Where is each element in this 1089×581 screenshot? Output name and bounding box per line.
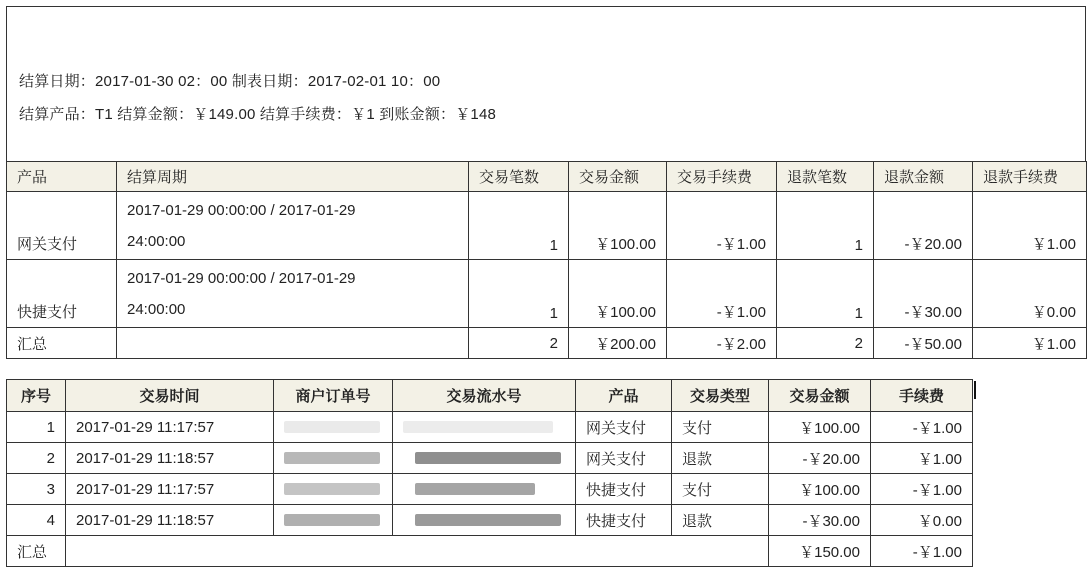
summary-table [6,161,1087,359]
detail-header-fee: 手续费 [871,380,973,412]
detail-serial-no-redacted [393,443,576,474]
detail-header-row [7,380,973,412]
detail-fee: -￥1.00 [871,412,973,443]
table-row [7,412,973,443]
summary-fee: -￥1.00 [667,192,777,260]
detail-type: 退款 [672,505,769,536]
detail-amount: -￥30.00 [769,505,871,536]
detail-fee: ￥1.00 [871,443,973,474]
summary-total-period [117,328,469,359]
summary-fee: -￥1.00 [667,260,777,328]
summary-count: 1 [469,260,569,328]
summary-amount: ￥100.00 [569,260,667,328]
summary-header-count: 交易笔数 [469,162,569,192]
summary-total-row [7,328,1087,359]
summary-product: 网关支付 [7,192,117,260]
summary-period [117,260,469,328]
detail-type: 支付 [672,474,769,505]
table-row [7,474,973,505]
detail-header-product: 产品 [576,380,672,412]
summary-header-fee: 交易手续费 [667,162,777,192]
settlement-amounts: 结算产品：T1 结算金额：￥149.00 结算手续费：￥1 到账金额：￥148 [19,106,497,123]
summary-refund-count: 1 [777,192,874,260]
detail-total-fee: -￥1.00 [871,536,973,567]
summary-header-period: 结算周期 [117,162,469,192]
summary-total-amount: ￥200.00 [569,328,667,359]
detail-header-order-no: 商户订单号 [274,380,393,412]
detail-product: 快捷支付 [576,505,672,536]
summary-refund-fee: ￥1.00 [973,192,1087,260]
detail-no: 1 [7,412,66,443]
detail-header-time: 交易时间 [66,380,274,412]
detail-order-no-redacted [274,443,393,474]
detail-time: 2017-01-29 11:17:57 [66,474,274,505]
detail-total-spacer [66,536,769,567]
summary-product: 快捷支付 [7,260,117,328]
detail-header-amount: 交易金额 [769,380,871,412]
detail-time: 2017-01-29 11:18:57 [66,443,274,474]
detail-type: 支付 [672,412,769,443]
detail-type: 退款 [672,443,769,474]
detail-product: 快捷支付 [576,474,672,505]
summary-amount: ￥100.00 [569,192,667,260]
summary-period [117,192,469,260]
settlement-dates: 结算日期：2017-01-30 02：00 制表日期：2017-02-01 10：00 [19,73,441,90]
detail-serial-no-redacted [393,474,576,505]
summary-total-fee: -￥2.00 [667,328,777,359]
detail-product: 网关支付 [576,443,672,474]
detail-no: 4 [7,505,66,536]
summary-total-label: 汇总 [7,328,117,359]
table-row [7,443,973,474]
detail-product: 网关支付 [576,412,672,443]
summary-refund-fee: ￥0.00 [973,260,1087,328]
summary-count: 1 [469,192,569,260]
detail-order-no-redacted [274,412,393,443]
transaction-detail-table [6,379,973,567]
detail-fee: ￥0.00 [871,505,973,536]
detail-no: 2 [7,443,66,474]
summary-refund-count: 1 [777,260,874,328]
detail-serial-no-redacted [393,412,576,443]
detail-order-no-redacted [274,474,393,505]
summary-period-start: 2017-01-29 00:00:00 / 2017-01-29 [127,269,356,287]
detail-amount: ￥100.00 [769,474,871,505]
summary-header-amount: 交易金额 [569,162,667,192]
detail-header-type: 交易类型 [672,380,769,412]
detail-amount: ￥100.00 [769,412,871,443]
settlement-info-box [6,6,1086,161]
detail-time: 2017-01-29 11:18:57 [66,505,274,536]
text-cursor [974,381,976,399]
summary-header-refund-fee: 退款手续费 [973,162,1087,192]
summary-period-end: 24:00:00 [127,300,186,318]
detail-amount: -￥20.00 [769,443,871,474]
detail-total-row [7,536,973,567]
summary-refund-amount: -￥30.00 [874,260,973,328]
detail-time: 2017-01-29 11:17:57 [66,412,274,443]
table-row [7,505,973,536]
summary-total-refund-count: 2 [777,328,874,359]
summary-total-refund-fee: ￥1.00 [973,328,1087,359]
summary-header-row [7,162,1087,192]
detail-fee: -￥1.00 [871,474,973,505]
summary-header-refund-amount: 退款金额 [874,162,973,192]
detail-total-label: 汇总 [7,536,66,567]
summary-row [7,192,1087,260]
detail-header-no: 序号 [7,380,66,412]
summary-total-count: 2 [469,328,569,359]
detail-order-no-redacted [274,505,393,536]
summary-row [7,260,1087,328]
summary-period-end: 24:00:00 [127,232,186,250]
detail-serial-no-redacted [393,505,576,536]
summary-period-start: 2017-01-29 00:00:00 / 2017-01-29 [127,201,356,219]
summary-header-refund-count: 退款笔数 [777,162,874,192]
detail-no: 3 [7,474,66,505]
summary-total-refund-amount: -￥50.00 [874,328,973,359]
detail-total-amount: ￥150.00 [769,536,871,567]
summary-header-product: 产品 [7,162,117,192]
detail-header-serial-no: 交易流水号 [393,380,576,412]
summary-refund-amount: -￥20.00 [874,192,973,260]
